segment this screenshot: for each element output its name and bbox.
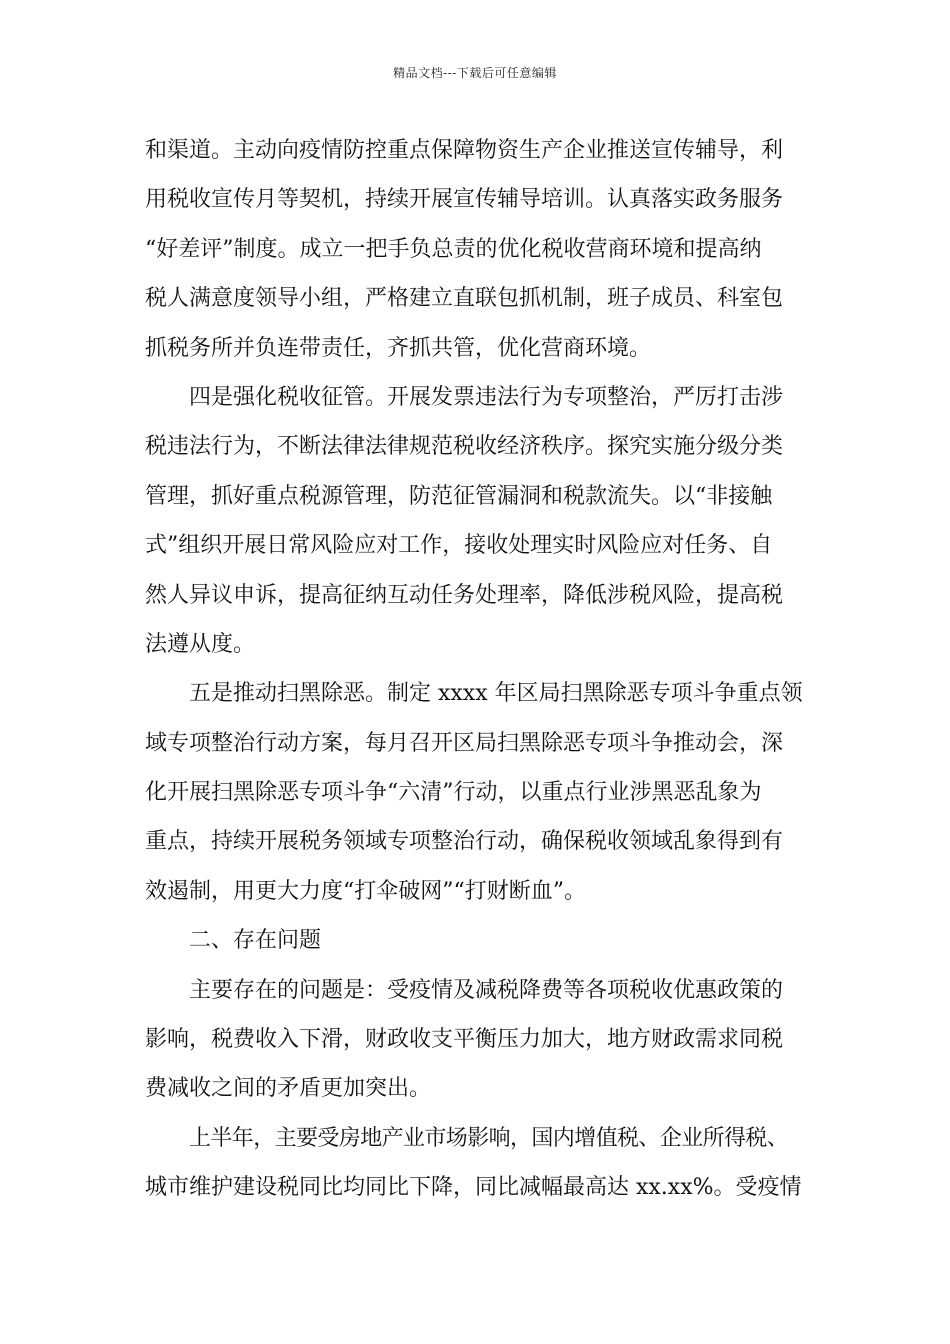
text-line: 用税收宣传月等契机，持续开展宣传辅导培训。认真落实政务服务	[145, 187, 784, 213]
text-line: 抓税务所并负连带责任，齐抓共管，优化营商环境。	[145, 335, 652, 361]
text-line: 影响，税费收入下滑，财政收支平衡压力加大，地方财政需求同税	[145, 1027, 784, 1053]
text-line: 式”组织开展日常风险应对工作，接收处理实时风险应对任务、自	[145, 533, 773, 559]
text-line: 域专项整治行动方案，每月召开区局扫黑除恶专项斗争推动会，深	[145, 730, 784, 756]
text-line: 城市维护建设税同比均同比下降，同比减幅最高达 xx.xx%。受疫情	[145, 1175, 802, 1201]
paragraph-start-line: 主要存在的问题是：受疫情及减税降费等各项税收优惠政策的	[189, 977, 784, 1003]
text-line: 法遵从度。	[145, 631, 256, 657]
text-line: 税违法行为，不断法律法律规范税收经济秩序。探究实施分级分类	[145, 434, 784, 460]
paragraph-start-line: 上半年，主要受房地产业市场影响，国内增值税、企业所得税、	[189, 1125, 789, 1151]
text-line: 然人异议申诉，提高征纳互动任务处理率，降低涉税风险，提高税	[145, 582, 784, 608]
paragraph-start-line: 四是强化税收征管。开展发票违法行为专项整治，严厉打击涉	[189, 384, 784, 410]
text-line: 和渠道。主动向疫情防控重点保障物资生产企业推送宣传辅导，利	[145, 138, 784, 163]
text-line: 化开展扫黑除恶专项斗争“六清”行动，以重点行业涉黑恶乱象为	[145, 780, 762, 806]
text-line: 税人满意度领导小组，严格建立直联包抓机制，班子成员、科室包	[145, 286, 784, 312]
section-heading: 二、存在问题	[189, 928, 322, 954]
text-line: 管理，抓好重点税源管理，防范征管漏洞和税款流失。以“非接触	[145, 483, 773, 509]
text-line: 重点，持续开展税务领域专项整治行动，确保税收领域乱象得到有	[145, 829, 784, 855]
text-line: 效遏制，用更大力度“打伞破网”“打财断血”。	[145, 878, 586, 904]
text-line: “好差评”制度。成立一把手负总责的优化税收营商环境和提高纳	[145, 236, 762, 262]
page-header: 精品文档---下载后可任意编辑	[393, 66, 557, 80]
document-body	[145, 126, 807, 1213]
text-line: 费减收之间的矛盾更加突出。	[145, 1076, 432, 1102]
paragraph-start-line: 五是推动扫黑除恶。制定 xxxx 年区局扫黑除恶专项斗争重点领	[189, 681, 803, 707]
